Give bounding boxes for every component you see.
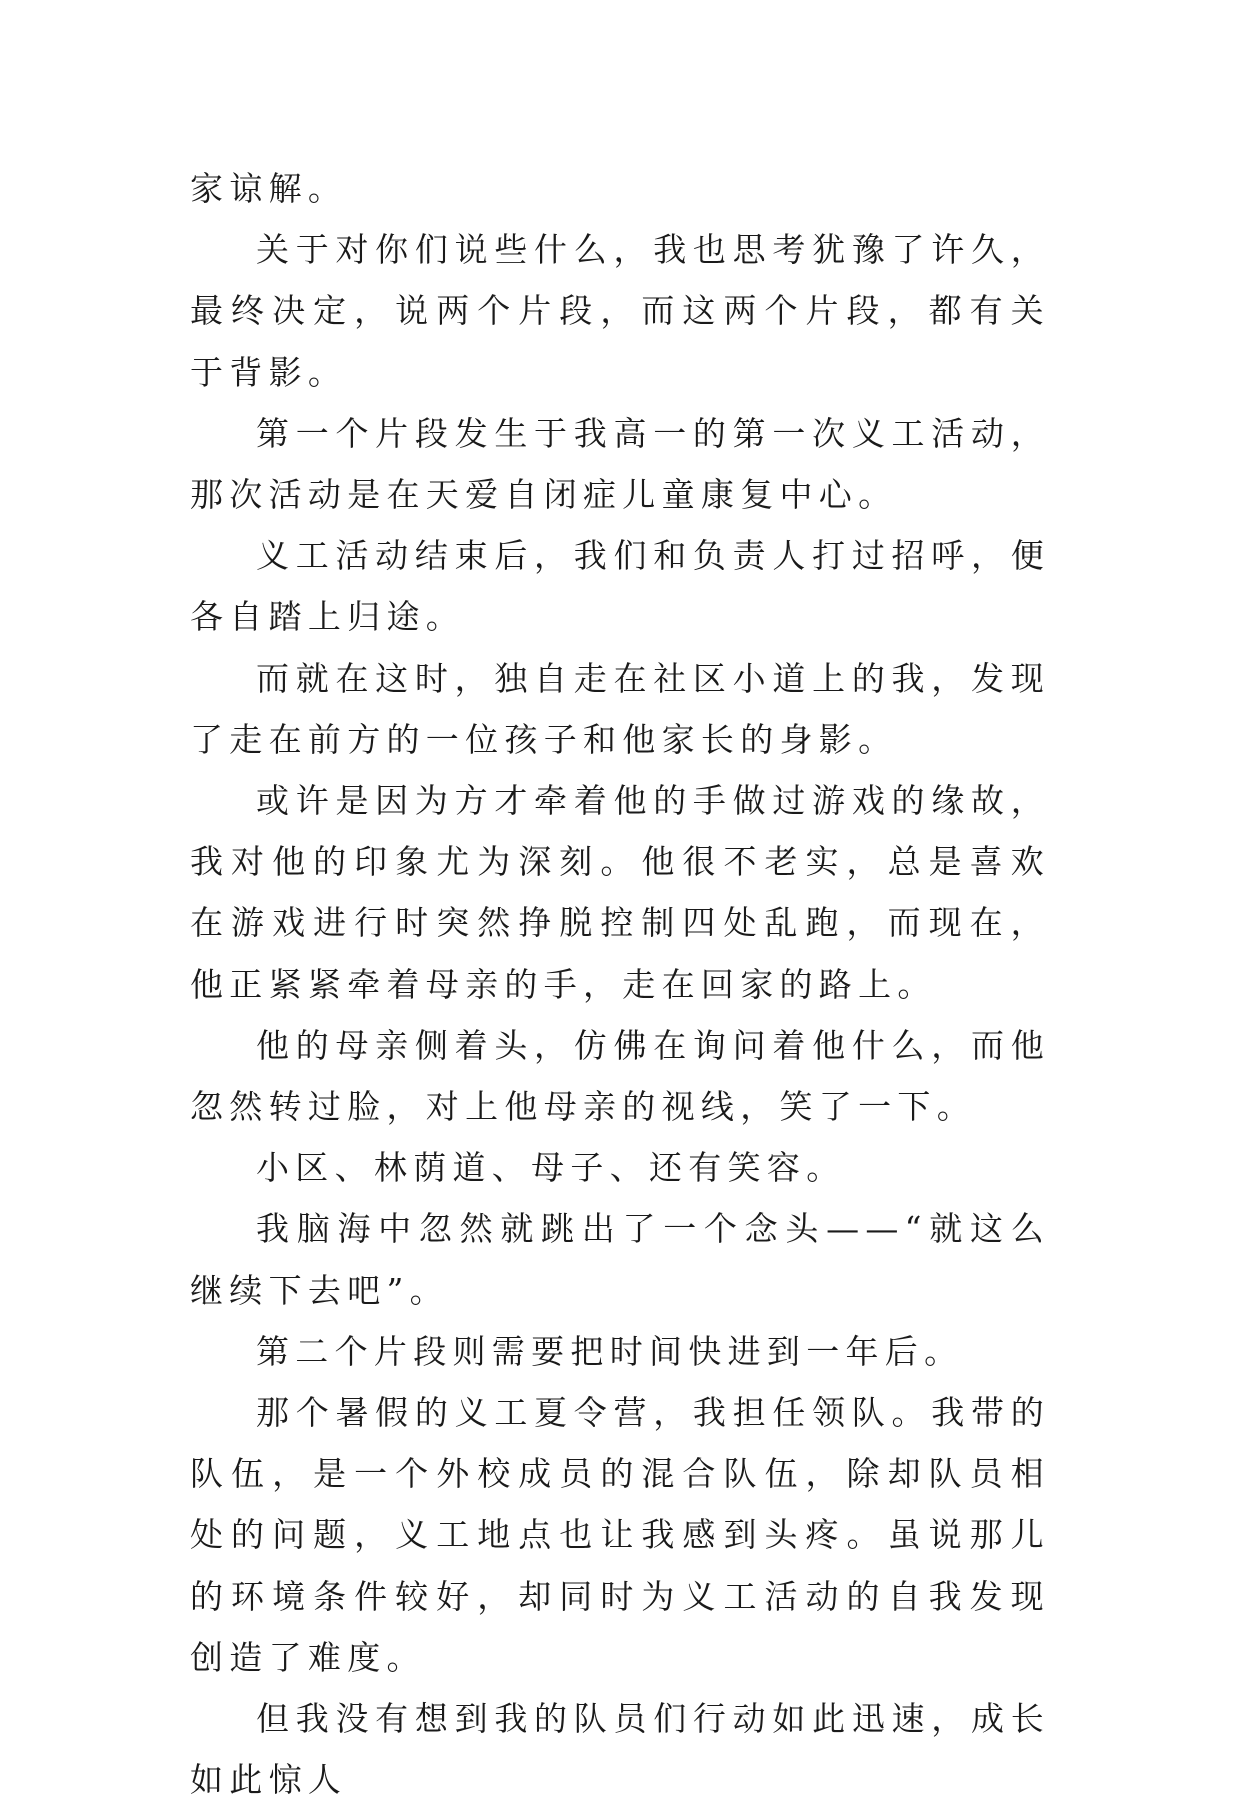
body-text bbox=[190, 158, 1050, 1810]
paragraph: 关于对你们说些什么，我也思考犹豫了许久，最终决定，说两个片段，而这两个片段，都有关于背影。 bbox=[190, 230, 1050, 392]
paragraph: 第一个片段发生于我高一的第一次义工活动，那次活动是在天爱自闭症儿童康复中心。 bbox=[190, 413, 1050, 515]
paragraph: 我脑海中忽然就跳出了一个念头——“就这么继续下去吧”。 bbox=[190, 1209, 1050, 1310]
paragraph: 那个暑假的义工夏令营，我担任领队。我带的队伍，是一个外校成员的混合队伍，除却队员相处的问题，义工地点也让我感到头疼。虽说那儿的环境条件较好，却同时为义工活动的自我发现创造了难度。 bbox=[190, 1393, 1050, 1677]
paragraph: 小区、林荫道、母子、还有笑容。 bbox=[256, 1148, 846, 1188]
paragraph: 家谅解。 bbox=[190, 169, 348, 208]
paragraph: 但我没有想到我的队员们行动如此迅速，成长如此惊人 bbox=[190, 1699, 1050, 1800]
paragraph: 而就在这时，独自走在社区小道上的我，发现了走在前方的一位孩子和他家长的身影。 bbox=[190, 658, 1050, 759]
paragraph: 义工活动结束后，我们和负责人打过招呼，便各自踏上归途。 bbox=[190, 536, 1050, 637]
paragraph: 他的母亲侧着头，仿佛在询问着他什么，而他忽然转过脸，对上他母亲的视线，笑了一下。 bbox=[190, 1025, 1050, 1127]
paragraph: 第二个片段则需要把时间快进到一年后。 bbox=[256, 1331, 964, 1371]
paragraph: 或许是因为方才牵着他的手做过游戏的缘故，我对他的印象尤为深刻。他很不老实，总是喜欢在游戏进行时突然挣脱控制四处乱跑，而现在，他正紧紧牵着母亲的手，走在回家的路上。 bbox=[190, 781, 1050, 1004]
